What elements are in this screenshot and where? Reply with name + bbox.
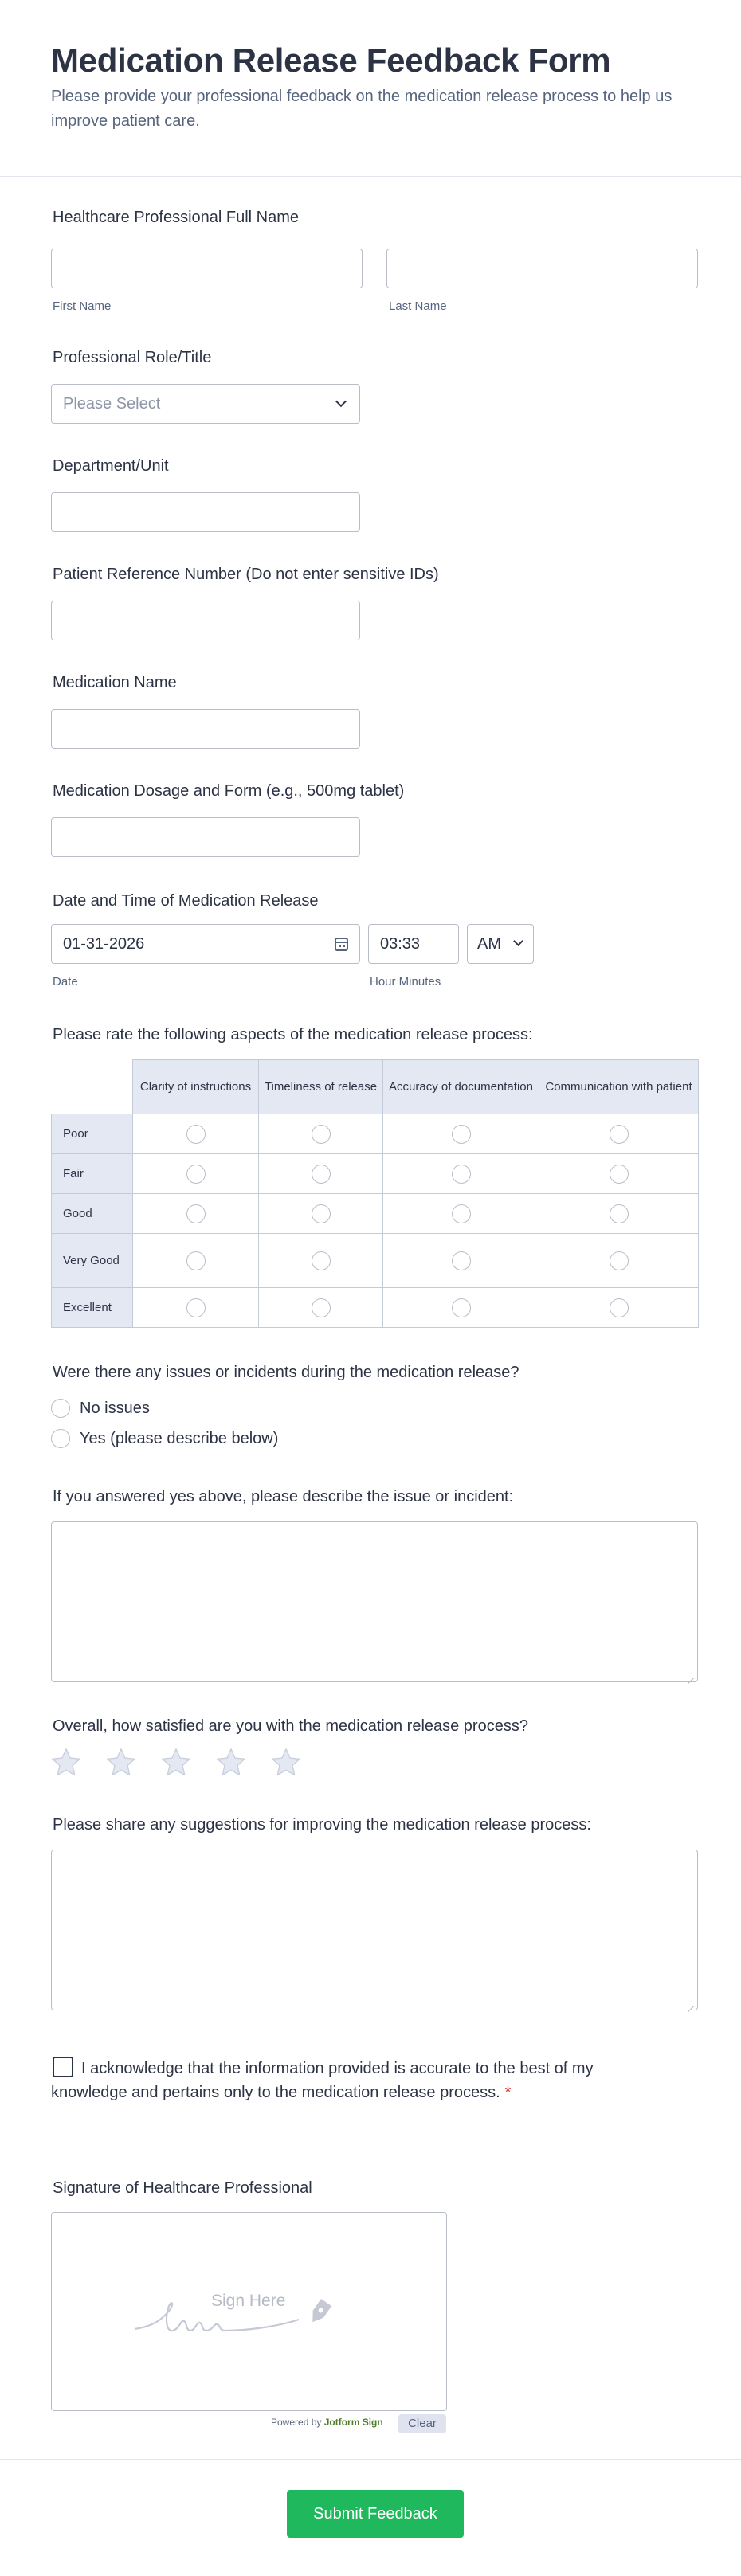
submit-button[interactable]: Submit Feedback — [287, 2490, 464, 2538]
powered-by-text — [271, 2417, 383, 2428]
matrix-cell[interactable] — [539, 1234, 699, 1288]
matrix-cell[interactable] — [259, 1234, 383, 1288]
radio-circle[interactable] — [452, 1165, 471, 1184]
matrix-cell[interactable] — [383, 1194, 539, 1234]
page-title: Medication Release Feedback Form — [51, 41, 611, 79]
footer-divider — [0, 2459, 741, 2460]
matrix-cell[interactable] — [259, 1288, 383, 1328]
calendar-icon[interactable] — [335, 938, 348, 951]
radio-circle[interactable] — [452, 1204, 471, 1223]
matrix-cell[interactable] — [133, 1154, 259, 1194]
patient-ref-input[interactable] — [51, 601, 360, 640]
radio-circle[interactable] — [51, 1399, 70, 1418]
time-input[interactable] — [368, 924, 459, 964]
matrix-row — [52, 1154, 699, 1194]
radio-circle[interactable] — [452, 1125, 471, 1144]
matrix-column-header: Clarity of instructions — [133, 1060, 259, 1114]
matrix-row-label: Very Good — [52, 1234, 133, 1288]
signature-hint: Sign Here — [211, 2292, 286, 2310]
radio-circle[interactable] — [452, 1298, 471, 1317]
radio-circle[interactable] — [312, 1251, 331, 1270]
role-label: Professional Role/Title — [53, 349, 212, 366]
matrix-cell[interactable] — [133, 1114, 259, 1154]
radio-circle[interactable] — [610, 1165, 629, 1184]
ampm-select[interactable] — [467, 924, 534, 964]
clear-signature-button[interactable]: Clear — [398, 2414, 446, 2433]
first-name-input[interactable] — [51, 249, 363, 288]
signature-scribble-icon — [131, 2286, 370, 2350]
matrix-cell[interactable] — [133, 1288, 259, 1328]
resize-handle-icon[interactable] — [686, 1999, 694, 2006]
patient-ref-label: Patient Reference Number (Do not enter sensitive IDs) — [53, 566, 439, 583]
issues-option-label: No issues — [80, 1400, 150, 1417]
signature-pad[interactable] — [51, 2212, 447, 2411]
radio-circle[interactable] — [186, 1165, 206, 1184]
signature-label: Signature of Healthcare Professional — [53, 2179, 312, 2197]
powered-by-brand: Jotform Sign — [323, 2417, 383, 2428]
matrix-cell[interactable] — [259, 1154, 383, 1194]
dosage-input[interactable] — [51, 817, 360, 857]
matrix-row-label: Good — [52, 1194, 133, 1234]
radio-circle[interactable] — [610, 1251, 629, 1270]
radio-circle[interactable] — [312, 1125, 331, 1144]
rating-matrix-label: Please rate the following aspects of the medication release process: — [53, 1026, 533, 1043]
rating-matrix — [51, 1059, 699, 1328]
radio-circle[interactable] — [312, 1165, 331, 1184]
matrix-column-header: Accuracy of documentation — [383, 1060, 539, 1114]
matrix-cell[interactable] — [383, 1114, 539, 1154]
suggestions-textarea[interactable] — [51, 1850, 698, 2010]
radio-circle[interactable] — [312, 1298, 331, 1317]
dosage-label: Medication Dosage and Form (e.g., 500mg tablet) — [53, 782, 405, 800]
matrix-cell[interactable] — [133, 1194, 259, 1234]
ampm-value: AM — [477, 935, 501, 953]
date-value: 01-31-2026 — [63, 935, 145, 953]
powered-by-prefix: Powered by — [271, 2417, 322, 2428]
matrix-corner — [52, 1060, 133, 1114]
radio-circle[interactable] — [186, 1298, 206, 1317]
matrix-cell[interactable] — [383, 1288, 539, 1328]
chevron-down-icon — [335, 396, 347, 407]
matrix-cell[interactable] — [539, 1194, 699, 1234]
last-name-input[interactable] — [386, 249, 698, 288]
satisfaction-label: Overall, how satisfied are you with the medication release process? — [53, 1717, 528, 1735]
matrix-row — [52, 1288, 699, 1328]
matrix-cell[interactable] — [539, 1114, 699, 1154]
first-name-sublabel: First Name — [53, 299, 112, 313]
department-input[interactable] — [51, 492, 360, 532]
issue-description-label: If you answered yes above, please describe the issue or incident: — [53, 1488, 514, 1505]
date-sublabel: Date — [53, 975, 78, 989]
last-name-sublabel: Last Name — [389, 299, 447, 313]
matrix-cell[interactable] — [539, 1288, 699, 1328]
issues-option-yes[interactable] — [51, 1427, 290, 1450]
radio-circle[interactable] — [610, 1125, 629, 1144]
suggestions-label: Please share any suggestions for improving the medication release process: — [53, 1816, 591, 1834]
radio-circle[interactable] — [452, 1251, 471, 1270]
time-value: 03:33 — [380, 935, 421, 953]
department-label: Department/Unit — [53, 457, 169, 475]
acknowledgement-text: I acknowledge that the information provided is accurate to the best of my knowledge and pertains only to the medication release process. — [51, 2060, 594, 2101]
star-icon[interactable] — [49, 1746, 83, 1779]
matrix-row — [52, 1114, 699, 1154]
radio-circle[interactable] — [610, 1204, 629, 1223]
resize-handle-icon[interactable] — [686, 1670, 694, 1678]
matrix-row-label: Fair — [52, 1154, 133, 1194]
radio-circle[interactable] — [312, 1204, 331, 1223]
matrix-column-header: Timeliness of release — [259, 1060, 383, 1114]
role-select-placeholder: Please Select — [63, 395, 161, 413]
radio-circle[interactable] — [186, 1251, 206, 1270]
issue-description-textarea[interactable] — [51, 1521, 698, 1682]
matrix-column-header: Communication with patient — [539, 1060, 699, 1114]
matrix-row — [52, 1194, 699, 1234]
date-input[interactable] — [51, 924, 360, 964]
medication-name-input[interactable] — [51, 709, 360, 749]
radio-circle[interactable] — [51, 1429, 70, 1448]
radio-circle[interactable] — [610, 1298, 629, 1317]
matrix-row-label: Poor — [52, 1114, 133, 1154]
matrix-cell[interactable] — [133, 1234, 259, 1288]
matrix-row — [52, 1234, 699, 1288]
issues-option-no[interactable] — [51, 1397, 163, 1419]
star-icon[interactable] — [269, 1746, 303, 1779]
chevron-down-icon — [513, 936, 523, 946]
matrix-cell[interactable] — [539, 1154, 699, 1194]
issues-option-label: Yes (please describe below) — [80, 1430, 279, 1447]
matrix-cell[interactable] — [383, 1234, 539, 1288]
star-icon[interactable] — [214, 1746, 248, 1779]
datetime-label: Date and Time of Medication Release — [53, 892, 319, 910]
matrix-cell[interactable] — [259, 1194, 383, 1234]
form-header — [0, 0, 741, 177]
time-sublabel: Hour Minutes — [370, 975, 441, 989]
issues-label: Were there any issues or incidents during the medication release? — [53, 1364, 519, 1381]
star-icon[interactable] — [104, 1746, 138, 1779]
radio-circle[interactable] — [186, 1204, 206, 1223]
page-subtitle: Please provide your professional feedback on the medication release process to help us improve patient care. — [51, 88, 672, 130]
matrix-row-label: Excellent — [52, 1288, 133, 1328]
radio-circle[interactable] — [186, 1125, 206, 1144]
name-label: Healthcare Professional Full Name — [53, 209, 300, 226]
role-select[interactable] — [51, 384, 360, 424]
required-mark: * — [504, 2084, 512, 2101]
matrix-cell[interactable] — [383, 1154, 539, 1194]
matrix-cell[interactable] — [259, 1114, 383, 1154]
acknowledgement-label — [51, 2057, 625, 2104]
medication-name-label: Medication Name — [53, 674, 177, 691]
star-icon[interactable] — [159, 1746, 193, 1779]
